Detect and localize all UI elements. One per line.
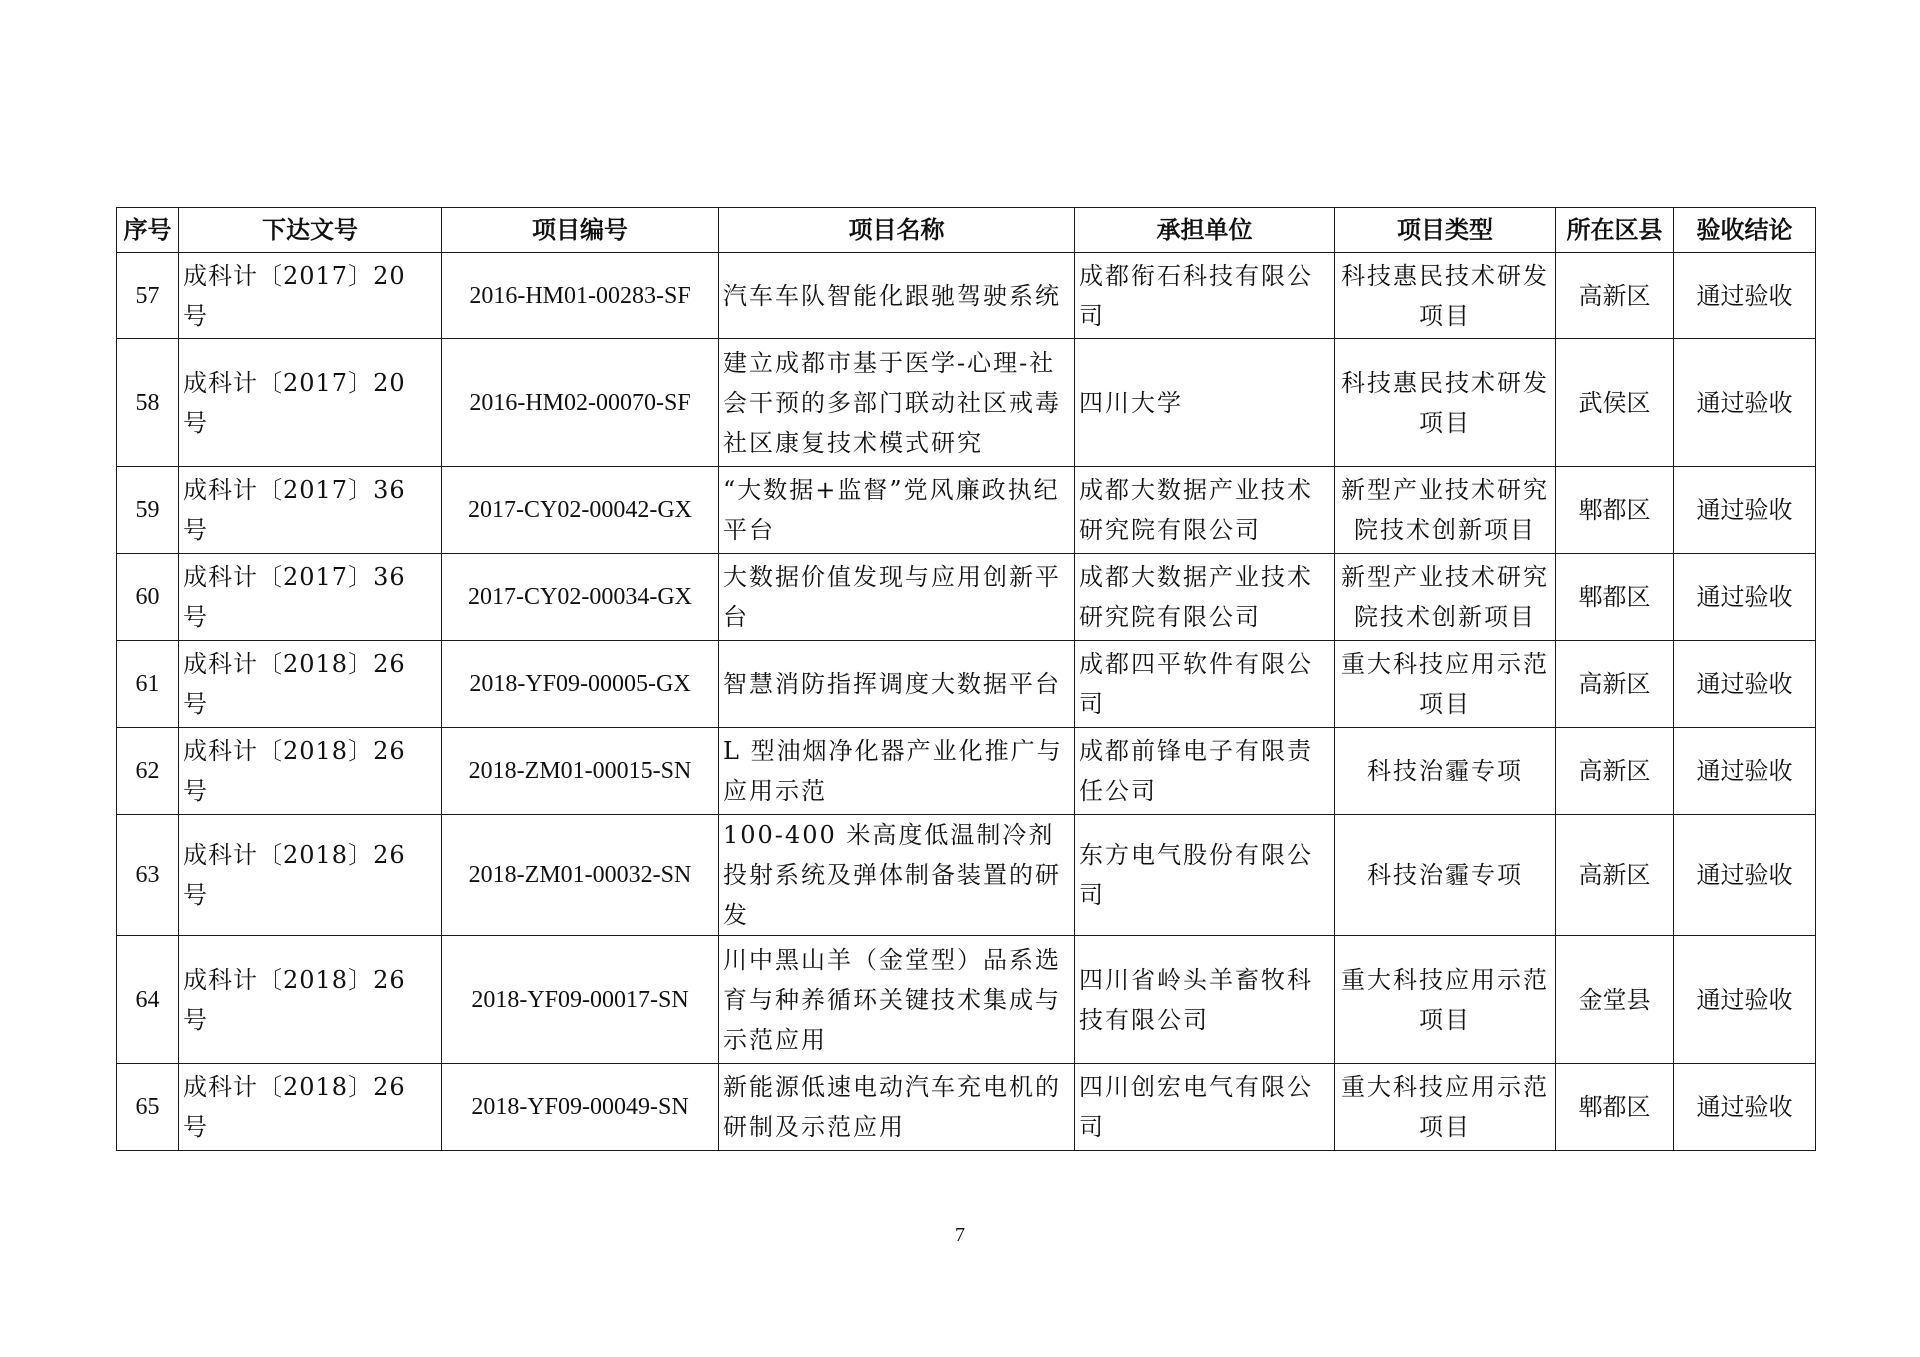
cell-doc: 成科计〔2017〕20 号 [179,253,442,339]
cell-code: 2018-YF09-00017-SN [442,936,719,1064]
cell-unit: 成都衔石科技有限公司 [1075,253,1335,339]
cell-unit: 成都前锋电子有限责任公司 [1075,728,1335,815]
cell-unit: 四川省岭头羊畜牧科技有限公司 [1075,936,1335,1064]
cell-type: 科技治霾专项 [1335,728,1556,815]
cell-district: 郫都区 [1556,467,1674,554]
cell-no: 61 [117,641,179,728]
cell-doc: 成科计〔2018〕26 号 [179,815,442,936]
cell-code: 2016-HM01-00283-SF [442,253,719,339]
cell-district: 高新区 [1556,641,1674,728]
cell-district: 金堂县 [1556,936,1674,1064]
table-row [117,467,1816,554]
cell-district: 高新区 [1556,728,1674,815]
cell-doc: 成科计〔2017〕20 号 [179,339,442,467]
cell-district: 武侯区 [1556,339,1674,467]
table-row [117,253,1816,339]
cell-type: 重大科技应用示范项目 [1335,936,1556,1064]
cell-type: 重大科技应用示范项目 [1335,1064,1556,1151]
cell-name: “大数据+监督”党风廉政执纪平台 [719,467,1075,554]
cell-unit: 四川大学 [1075,339,1335,467]
cell-name: 大数据价值发现与应用创新平台 [719,554,1075,641]
cell-result: 通过验收 [1674,936,1816,1064]
header-cell-name: 项目名称 [719,208,1075,253]
header-cell-district: 所在区县 [1556,208,1674,253]
cell-unit: 四川创宏电气有限公司 [1075,1064,1335,1151]
cell-code: 2018-YF09-00049-SN [442,1064,719,1151]
cell-doc: 成科计〔2017〕36 号 [179,467,442,554]
cell-code: 2018-ZM01-00032-SN [442,815,719,936]
header-row [117,208,1816,253]
cell-district: 高新区 [1556,815,1674,936]
header-cell-code: 项目编号 [442,208,719,253]
cell-result: 通过验收 [1674,1064,1816,1151]
cell-district: 郫都区 [1556,1064,1674,1151]
cell-result: 通过验收 [1674,467,1816,554]
cell-name: 汽车车队智能化跟驰驾驶系统 [719,253,1075,339]
cell-code: 2018-YF09-00005-GX [442,641,719,728]
cell-type: 新型产业技术研究院技术创新项目 [1335,467,1556,554]
cell-district: 郫都区 [1556,554,1674,641]
table-row [117,554,1816,641]
cell-type: 科技惠民技术研发项目 [1335,339,1556,467]
cell-type: 新型产业技术研究院技术创新项目 [1335,554,1556,641]
cell-doc: 成科计〔2018〕26 号 [179,1064,442,1151]
cell-unit: 成都四平软件有限公司 [1075,641,1335,728]
cell-doc: 成科计〔2018〕26 号 [179,728,442,815]
cell-result: 通过验收 [1674,641,1816,728]
table-row [117,641,1816,728]
cell-code: 2017-CY02-00034-GX [442,554,719,641]
table-row [117,1064,1816,1151]
cell-district: 高新区 [1556,253,1674,339]
cell-no: 63 [117,815,179,936]
cell-no: 62 [117,728,179,815]
cell-no: 58 [117,339,179,467]
cell-code: 2018-ZM01-00015-SN [442,728,719,815]
cell-unit: 成都大数据产业技术研究院有限公司 [1075,554,1335,641]
cell-type: 科技惠民技术研发项目 [1335,253,1556,339]
cell-name: 川中黑山羊（金堂型）品系选育与种养循环关键技术集成与示范应用 [719,936,1075,1064]
cell-result: 通过验收 [1674,815,1816,936]
cell-doc: 成科计〔2018〕26 号 [179,936,442,1064]
page-number: 7 [955,1224,965,1246]
cell-no: 60 [117,554,179,641]
cell-doc: 成科计〔2017〕36 号 [179,554,442,641]
acceptance-table [116,207,1816,1151]
header-cell-type: 项目类型 [1335,208,1556,253]
cell-name: 建立成都市基于医学-心理-社会干预的多部门联动社区戒毒社区康复技术模式研究 [719,339,1075,467]
cell-no: 57 [117,253,179,339]
cell-no: 64 [117,936,179,1064]
table-row [117,339,1816,467]
cell-result: 通过验收 [1674,339,1816,467]
cell-code: 2017-CY02-00042-GX [442,467,719,554]
cell-type: 重大科技应用示范项目 [1335,641,1556,728]
header-cell-result: 验收结论 [1674,208,1816,253]
table-row [117,728,1816,815]
cell-unit: 东方电气股份有限公司 [1075,815,1335,936]
cell-result: 通过验收 [1674,728,1816,815]
cell-result: 通过验收 [1674,253,1816,339]
cell-doc: 成科计〔2018〕26 号 [179,641,442,728]
table-row [117,815,1816,936]
cell-unit: 成都大数据产业技术研究院有限公司 [1075,467,1335,554]
cell-no: 59 [117,467,179,554]
cell-name: 新能源低速电动汽车充电机的研制及示范应用 [719,1064,1075,1151]
cell-name: L 型油烟净化器产业化推广与应用示范 [719,728,1075,815]
cell-result: 通过验收 [1674,554,1816,641]
cell-no: 65 [117,1064,179,1151]
header-cell-no: 序号 [117,208,179,253]
cell-code: 2016-HM02-00070-SF [442,339,719,467]
header-cell-unit: 承担单位 [1075,208,1335,253]
table-row [117,936,1816,1064]
header-cell-doc: 下达文号 [179,208,442,253]
cell-type: 科技治霾专项 [1335,815,1556,936]
cell-name: 智慧消防指挥调度大数据平台 [719,641,1075,728]
cell-name: 100-400 米高度低温制冷剂投射系统及弹体制备装置的研发 [719,815,1075,936]
